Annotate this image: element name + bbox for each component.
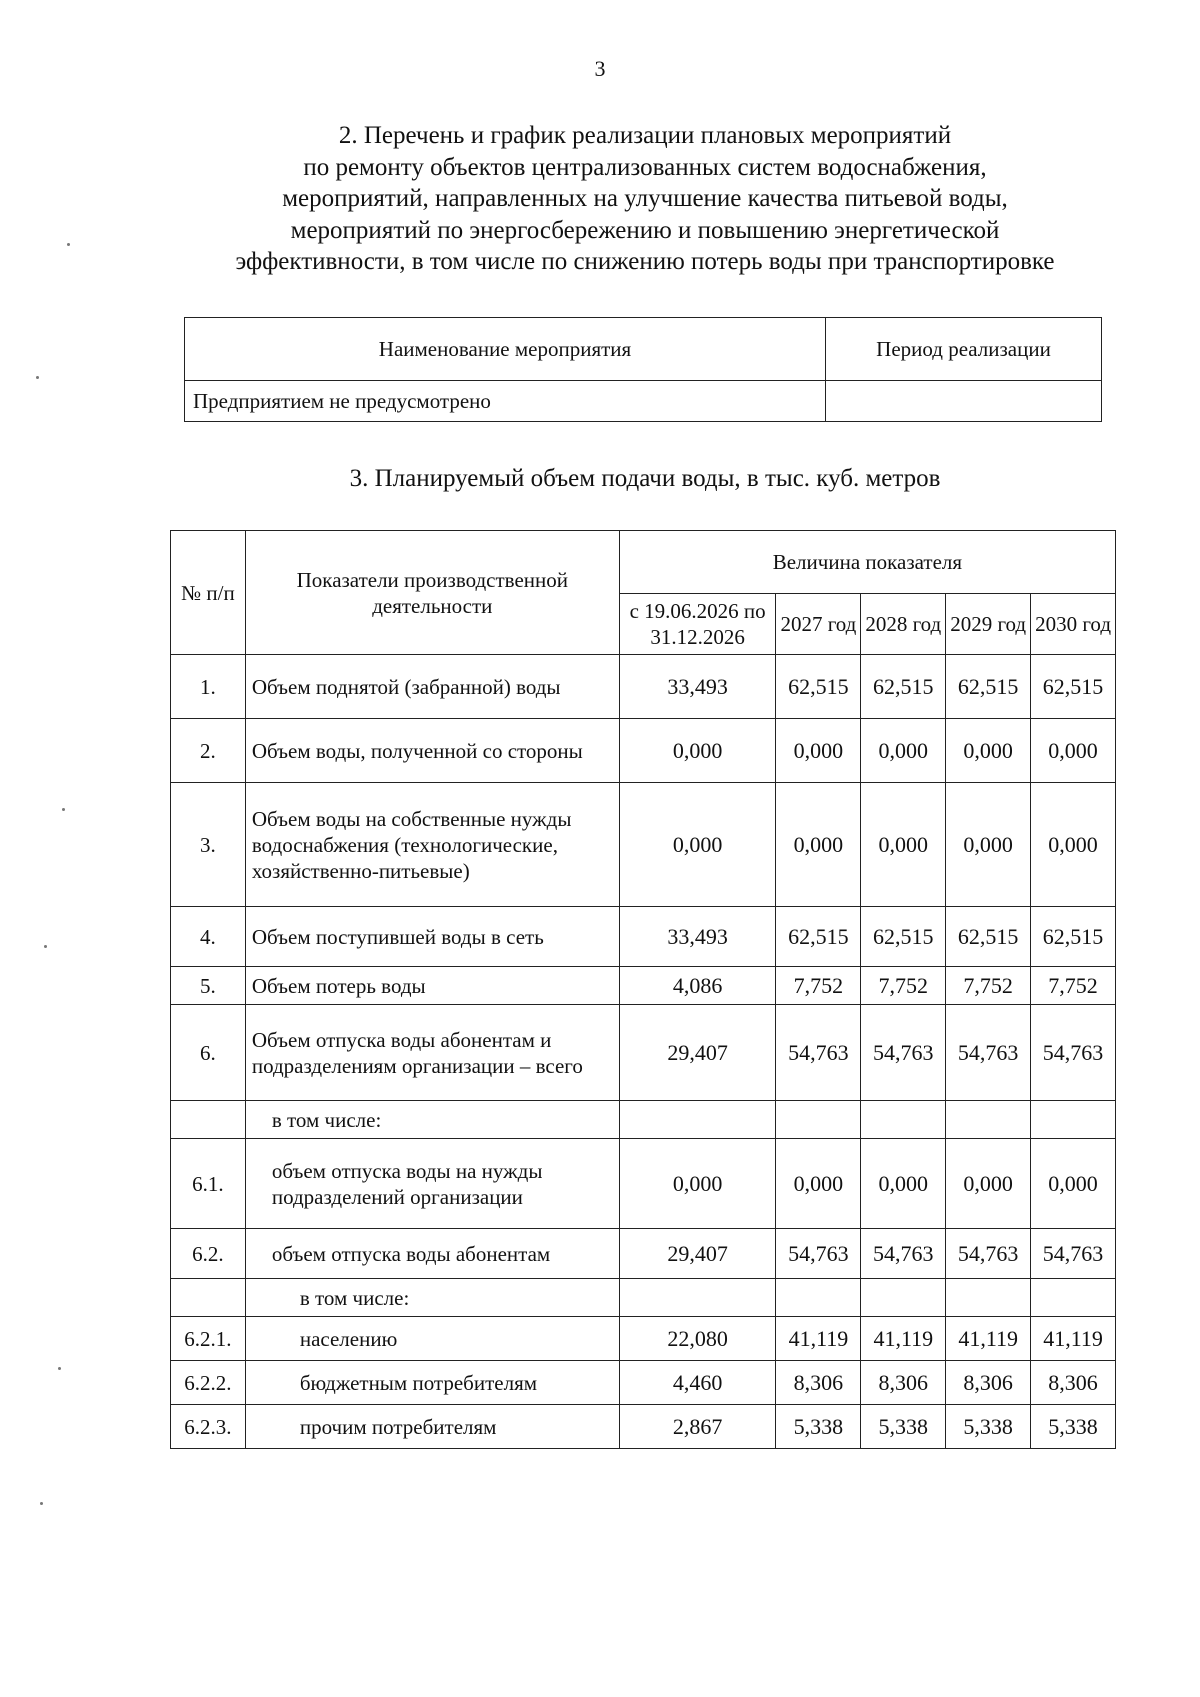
table-row <box>171 1361 1116 1405</box>
table-row <box>171 967 1116 1005</box>
row-value: 8,306 <box>861 1361 946 1405</box>
title-line: мероприятий, направленных на улучшение качества питьевой воды, <box>282 185 1008 212</box>
row-value: 54,763 <box>861 1005 946 1101</box>
scan-speck <box>44 945 47 948</box>
table-row <box>171 655 1116 719</box>
table-row <box>171 1101 1116 1139</box>
table-row <box>171 783 1116 907</box>
row-number: 6.2.1. <box>171 1317 246 1361</box>
title-line: эффективности, в том числе по снижению потерь воды при транспортировке <box>235 248 1055 275</box>
row-indicator: Объем потерь воды <box>245 967 619 1005</box>
measure-period-cell <box>826 381 1102 422</box>
header-period-1: 2027 год <box>776 594 861 655</box>
row-value <box>619 1101 776 1139</box>
table-row <box>171 1139 1116 1229</box>
title-line: по ремонту объектов централизованных систем водоснабжения, <box>303 153 987 181</box>
row-indicator: населению <box>245 1317 619 1361</box>
row-indicator: объем отпуска воды абонентам <box>245 1229 619 1279</box>
row-indicator: Объем поднятой (забранной) воды <box>245 655 619 719</box>
scan-speck <box>36 376 39 379</box>
row-value: 0,000 <box>946 783 1031 907</box>
row-value: 0,000 <box>1031 719 1116 783</box>
measures-table <box>184 317 1102 422</box>
row-value <box>861 1101 946 1139</box>
row-value: 0,000 <box>619 783 776 907</box>
measures-row <box>185 381 1102 422</box>
row-number: 5. <box>171 967 246 1005</box>
scan-speck <box>40 1502 43 1505</box>
row-value: 41,119 <box>946 1317 1031 1361</box>
scan-speck <box>67 243 70 246</box>
row-indicator: бюджетным потребителям <box>245 1361 619 1405</box>
header-num: № п/п <box>171 531 246 655</box>
row-value: 8,306 <box>776 1361 861 1405</box>
row-indicator: Объем воды, полученной со стороны <box>245 719 619 783</box>
row-indicator: в том числе: <box>245 1279 619 1317</box>
row-value: 7,752 <box>776 967 861 1005</box>
row-value <box>776 1279 861 1317</box>
row-value <box>1031 1279 1116 1317</box>
row-indicator: в том числе: <box>245 1101 619 1139</box>
row-value: 0,000 <box>1031 783 1116 907</box>
table-row <box>171 907 1116 967</box>
row-value: 62,515 <box>1031 655 1116 719</box>
row-value: 62,515 <box>861 655 946 719</box>
row-value: 5,338 <box>946 1405 1031 1449</box>
row-number: 1. <box>171 655 246 719</box>
row-value: 0,000 <box>861 719 946 783</box>
row-value: 62,515 <box>776 907 861 967</box>
row-number: 6.2. <box>171 1229 246 1279</box>
row-value: 7,752 <box>861 967 946 1005</box>
row-value: 41,119 <box>1031 1317 1116 1361</box>
row-indicator: прочим потребителям <box>245 1405 619 1449</box>
row-value: 0,000 <box>1031 1139 1116 1229</box>
row-value: 0,000 <box>619 719 776 783</box>
row-indicator: объем отпуска воды на нужды подразделений организации <box>245 1139 619 1229</box>
row-number: 4. <box>171 907 246 967</box>
header-period: Период реализации <box>826 318 1102 381</box>
row-number: 6.2.3. <box>171 1405 246 1449</box>
row-number: 6.2.2. <box>171 1361 246 1405</box>
row-value: 41,119 <box>861 1317 946 1361</box>
section-2-title <box>150 120 1140 278</box>
row-value: 5,338 <box>776 1405 861 1449</box>
row-value: 0,000 <box>619 1139 776 1229</box>
title-line: 2. Перечень и график реализации плановых мероприятий <box>338 122 952 149</box>
row-value: 62,515 <box>776 655 861 719</box>
row-value: 8,306 <box>946 1361 1031 1405</box>
row-value: 0,000 <box>861 1139 946 1229</box>
row-value: 54,763 <box>776 1005 861 1101</box>
row-value: 33,493 <box>619 655 776 719</box>
row-value: 62,515 <box>946 907 1031 967</box>
header-period-4: 2030 год <box>1031 594 1116 655</box>
row-value: 2,867 <box>619 1405 776 1449</box>
row-value: 54,763 <box>946 1005 1031 1101</box>
water-supply-table <box>170 530 1116 1449</box>
header-period-2: 2028 год <box>861 594 946 655</box>
table-row <box>171 1005 1116 1101</box>
header-period-0: с 19.06.2026 по 31.12.2026 <box>619 594 776 655</box>
row-value: 5,338 <box>1031 1405 1116 1449</box>
row-value: 7,752 <box>1031 967 1116 1005</box>
page-number: 3 <box>594 56 606 81</box>
row-value <box>861 1279 946 1317</box>
header-period-3: 2029 год <box>946 594 1031 655</box>
row-value: 62,515 <box>946 655 1031 719</box>
table-row <box>171 1405 1116 1449</box>
table-row <box>171 1317 1116 1361</box>
scan-speck <box>62 808 65 811</box>
table-row <box>171 1229 1116 1279</box>
header-indicator: Показатели производственной деятельности <box>245 531 619 655</box>
row-value: 8,306 <box>1031 1361 1116 1405</box>
row-value: 54,763 <box>776 1229 861 1279</box>
row-number: 6. <box>171 1005 246 1101</box>
row-number: 3. <box>171 783 246 907</box>
table-row <box>171 719 1116 783</box>
row-value: 4,460 <box>619 1361 776 1405</box>
row-value: 41,119 <box>776 1317 861 1361</box>
row-value <box>619 1279 776 1317</box>
row-indicator: Объем поступившей воды в сеть <box>245 907 619 967</box>
row-value: 54,763 <box>861 1229 946 1279</box>
row-value <box>1031 1101 1116 1139</box>
header-row-1 <box>171 531 1116 594</box>
row-value: 0,000 <box>776 1139 861 1229</box>
row-value: 22,080 <box>619 1317 776 1361</box>
row-value: 0,000 <box>946 719 1031 783</box>
header-measure-name: Наименование мероприятия <box>185 318 826 381</box>
row-value: 0,000 <box>861 783 946 907</box>
row-value: 54,763 <box>1031 1005 1116 1101</box>
row-value: 4,086 <box>619 967 776 1005</box>
scan-speck <box>58 1367 61 1370</box>
row-number: 2. <box>171 719 246 783</box>
measure-name-cell: Предприятием не предусмотрено <box>185 381 826 422</box>
row-value: 54,763 <box>1031 1229 1116 1279</box>
row-number <box>171 1101 246 1139</box>
row-value: 5,338 <box>861 1405 946 1449</box>
row-value: 62,515 <box>1031 907 1116 967</box>
row-value <box>946 1279 1031 1317</box>
row-number: 6.1. <box>171 1139 246 1229</box>
row-indicator: Объем воды на собственные нужды водоснабжения (технологические, хозяйственно-питьевые) <box>245 783 619 907</box>
row-value: 54,763 <box>946 1229 1031 1279</box>
row-value: 0,000 <box>776 719 861 783</box>
row-value: 29,407 <box>619 1229 776 1279</box>
row-value: 33,493 <box>619 907 776 967</box>
header-value-group: Величина показателя <box>619 531 1115 594</box>
row-value: 62,515 <box>861 907 946 967</box>
measures-header-row <box>185 318 1102 381</box>
row-indicator: Объем отпуска воды абонентам и подразделениям организации – всего <box>245 1005 619 1101</box>
row-number <box>171 1279 246 1317</box>
row-value: 29,407 <box>619 1005 776 1101</box>
table-body <box>171 655 1116 1449</box>
title-line: мероприятий по энергосбережению и повышению энергетической <box>290 216 1000 244</box>
row-value <box>946 1101 1031 1139</box>
row-value: 0,000 <box>776 783 861 907</box>
section-3-title: 3. Планируемый объем подачи воды, в тыс. куб. метров <box>349 465 941 492</box>
row-value: 7,752 <box>946 967 1031 1005</box>
row-value: 0,000 <box>946 1139 1031 1229</box>
table-row <box>171 1279 1116 1317</box>
row-value <box>776 1101 861 1139</box>
